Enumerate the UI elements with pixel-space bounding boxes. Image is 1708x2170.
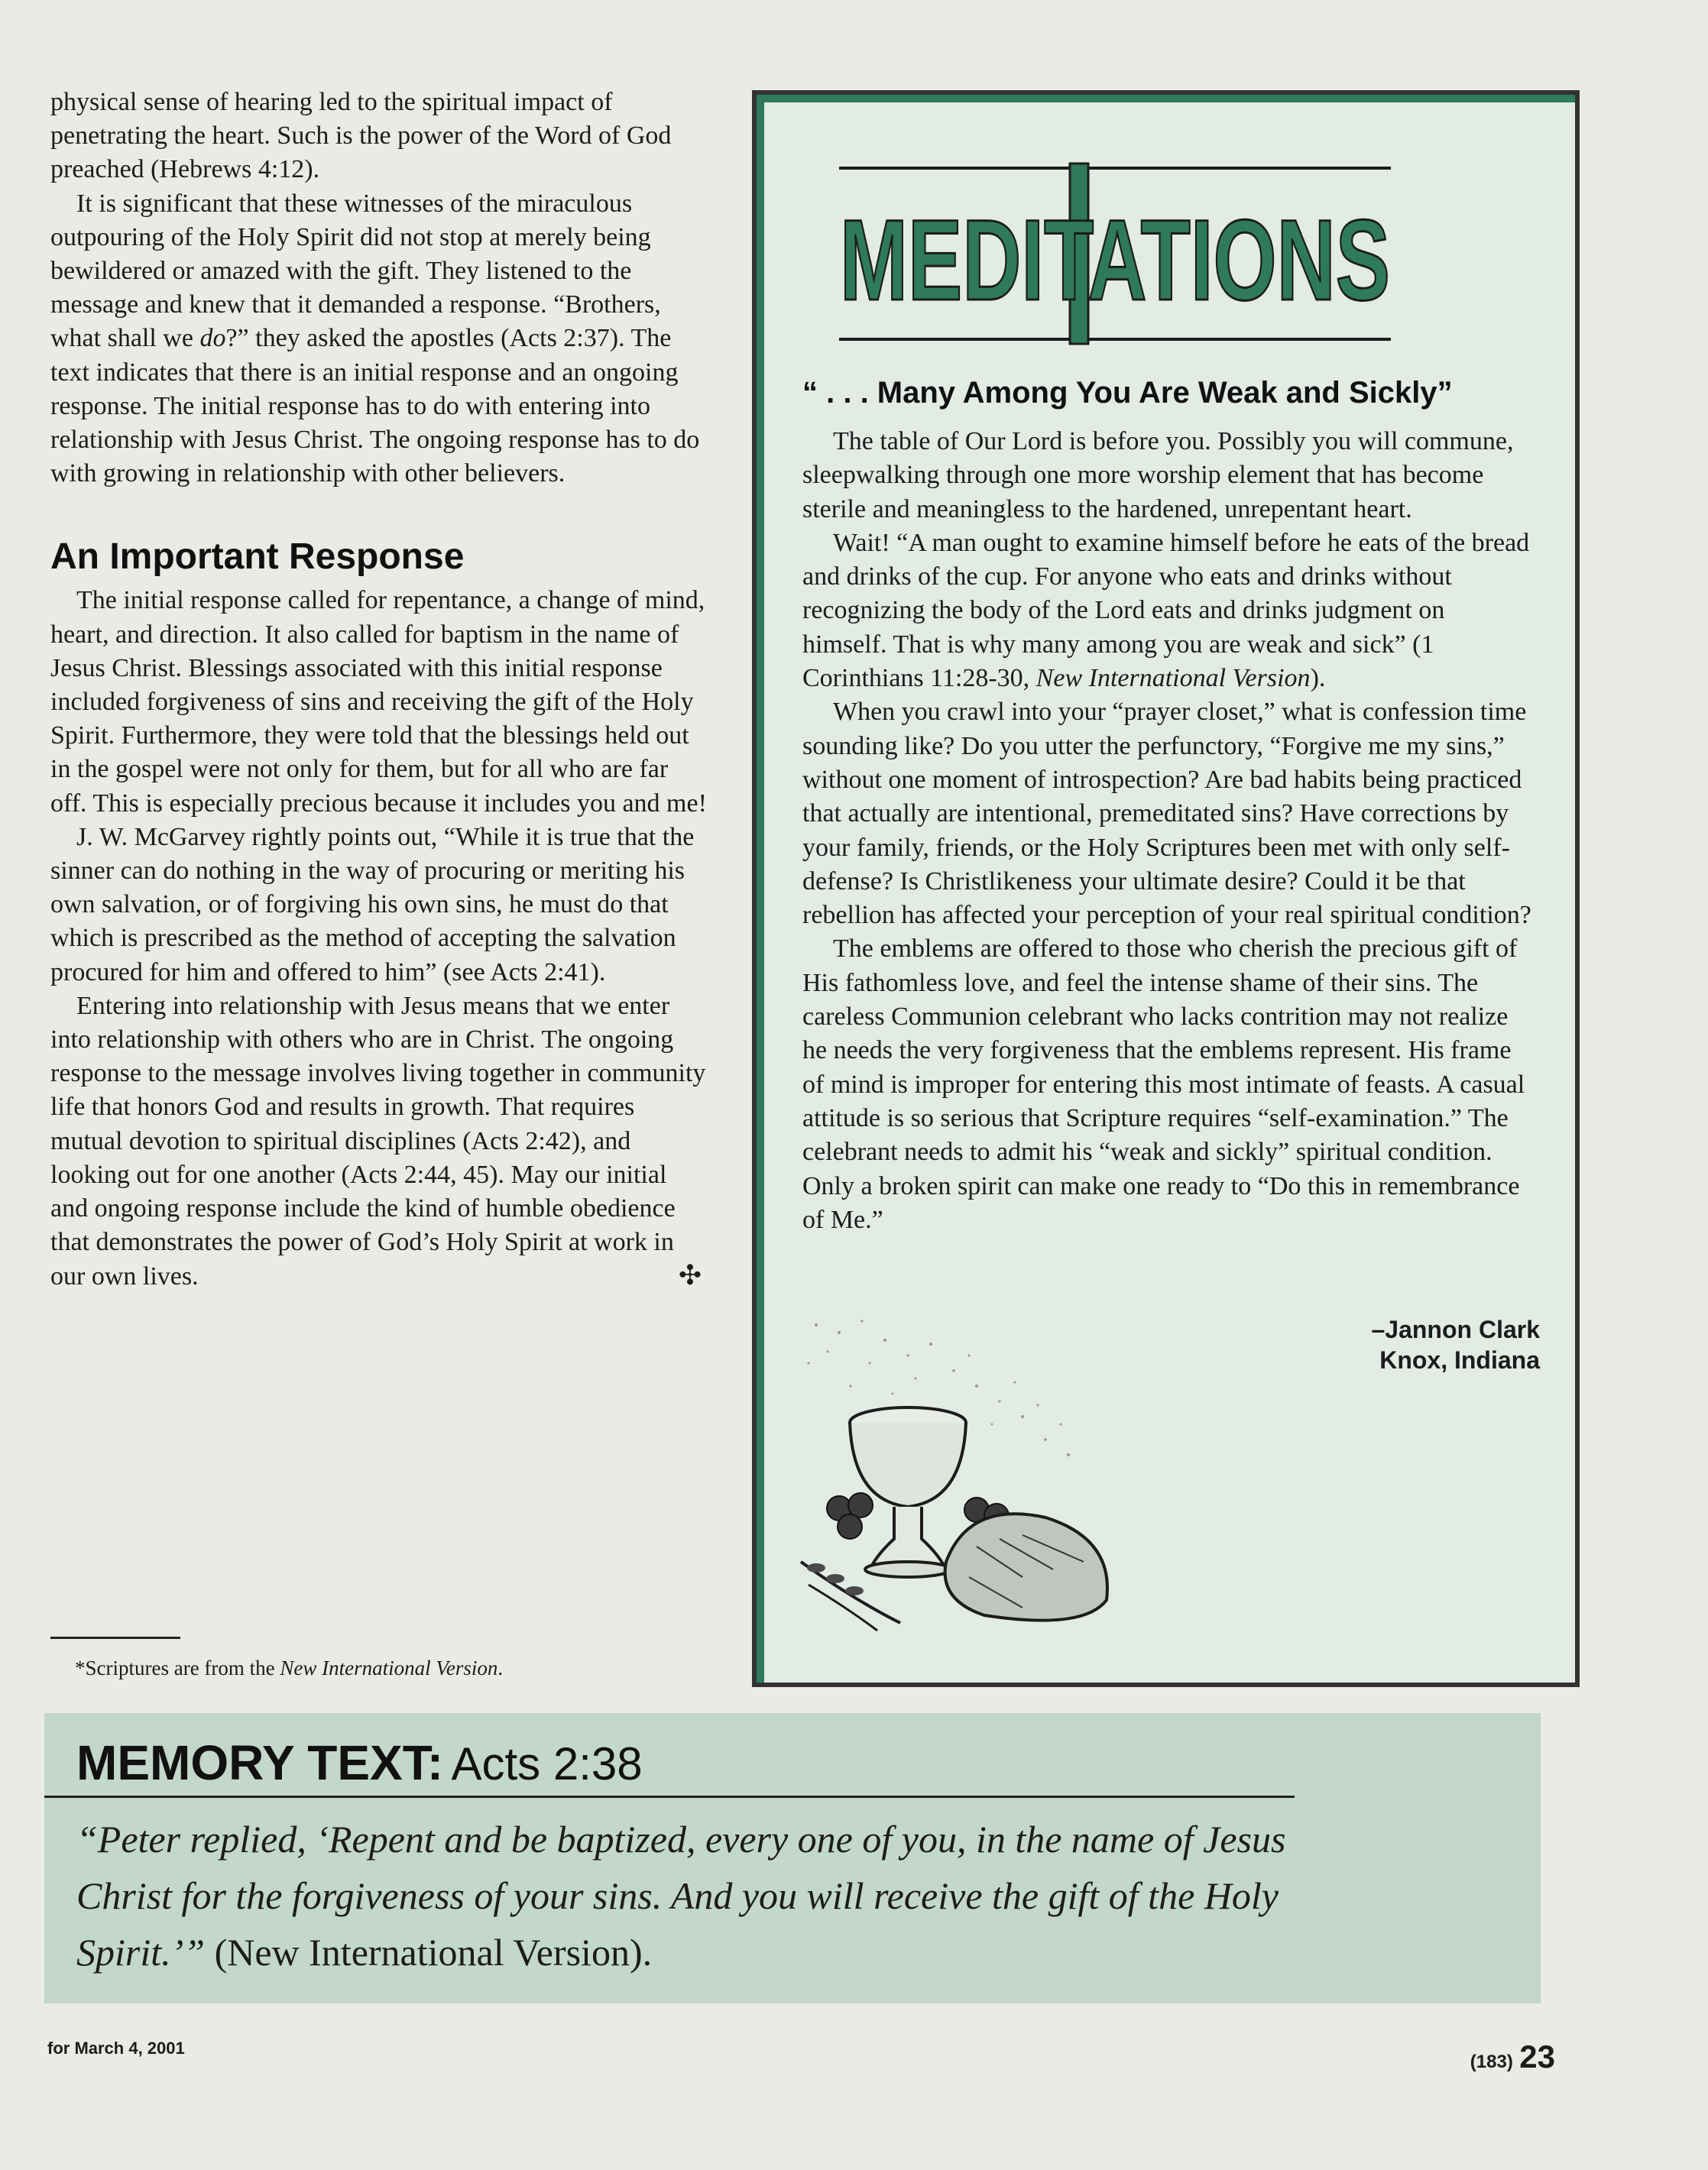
meditation-paragraph: Wait! “A man ought to examine himself before he eats of the bread and drinks of the cup. For anyone who eats and drinks without recognizing the body of the Lord eats and drinks judgment on himself. That is why many among you are weak and sick” (1 Corinthians 11:28-30, New International Version). (802, 528, 1530, 693)
end-mark-icon: ✣ (678, 1259, 702, 1291)
communion-illustration (793, 1310, 1152, 1638)
page-number: 23 (1519, 2039, 1555, 2074)
page-number-block (1470, 2039, 1555, 2075)
body-paragraph: physical sense of hearing led to the spiritual impact of penetrating the heart. Such is the power of the Word of God preached (Hebrews 4:12). (50, 88, 672, 184)
meditations-subtitle: “ . . . Many Among You Are Weak and Sickly” (802, 376, 1453, 410)
memory-text-band (44, 1713, 1541, 2003)
meditations-logo (835, 164, 1395, 344)
body-paragraph: Entering into relationship with Jesus means that we enter into relationship with others who are in Christ. The ongoing response to the message involves living together in community life that honors God and results in growth. That requires mutual devotion to spiritual disciplines (Acts 2:42), and looking out for one another (Acts 2:44, 45). May our initial and ongoing response include the kind of humble obedience that demonstrates the power of God’s Holy Spirit at work in our own lives. ✣ (50, 989, 708, 1294)
meditations-box (752, 90, 1580, 1687)
body-paragraph: J. W. McGarvey rightly points out, “While it is true that the sinner can do nothing in the way of procuring or meriting his own salvation, or of forgiving his own sins, he must do that which is prescribed as the method of accepting the salvation procured for him and offered to him” (see Acts 2:41). (50, 822, 695, 986)
meditation-paragraph: The emblems are offered to those who cherish the precious gift of His fathomless love, and feel the intense shame of their sins. The careless Communion celebrant who lacks contrition may not realize he needs the very forgiveness that the emblems represent. His frame of mind is improper for entering this most intimate of feasts. A casual attitude is so serious that Scripture requires “self-examination.” The celebrant needs to admit his “weak and sickly” spiritual condition. Only a broken spirit can make one ready to “Do this in remembrance of Me.” (802, 934, 1525, 1234)
author-location: Knox, Indiana (1379, 1346, 1540, 1374)
memory-text-rule (44, 1796, 1295, 1798)
section-heading: An Important Response (50, 536, 465, 578)
footnote: *Scriptures are from the New International Version. (75, 1657, 504, 1679)
body-paragraph: It is significant that these witnesses of the miraculous outpouring of the Holy Spirit did not stop at merely being bewildered or amazed with the gift. They listened to the message and knew that it demanded a response. “Brothers, what shall we do?” they asked the apostles (Acts 2:37). The text indicates that there is an initial response and an ongoing response. The initial response has to do with entering into relationship with Jesus Christ. The ongoing response has to do with growing in relationship with other believers. (50, 189, 700, 488)
author-name: –Jannon Clark (1371, 1316, 1540, 1343)
issue-date: for March 4, 2001 (47, 2039, 185, 2058)
memory-text-label: MEMORY TEXT: (76, 1735, 444, 1790)
body-paragraph: The initial response called for repentance, a change of mind, heart, and direction. It also called for baptism in the name of Jesus Christ. Blessings associated with this initial response included forgiveness of sins and receiving the gift of the Holy Spirit. Furthermore, they were told that the blessings held out in the gospel were not only for them, but for all who are far off. This is especially precious because it includes you and me! (50, 586, 707, 818)
meditations-text (802, 425, 1535, 1237)
memory-verse: “Peter replied, ‘Repent and be baptized, every one of you, in the name of Jesus Christ for the forgiveness of your sins. And you will receive the gift of the Holy Spirit.’” (New International Version). (76, 1818, 1286, 1974)
memory-text-reference: Acts 2:38 (451, 1738, 643, 1789)
memory-text-title (76, 1734, 643, 1791)
footnote-rule (50, 1637, 180, 1639)
page-code: (183) (1470, 2052, 1513, 2072)
meditation-author (1371, 1314, 1540, 1375)
meditations-logo-text: MEDITATIONS (840, 196, 1390, 324)
meditation-paragraph: When you crawl into your “prayer closet,” what is confession time sounding like? Do you utter the perfunctory, “Forgive me my sins,” without one moment of introspection? Are bad habits being practiced that actually are intentional, premeditated sins? Have corrections by your family, friends, or the Holy Scriptures been met with only self-defense? Is Christlikeness your ultimate desire? Could it be that rebellion has affected your perception of your real spiritual condition? (802, 698, 1531, 930)
left-column (50, 86, 708, 1294)
meditation-paragraph: The table of Our Lord is before you. Possibly you will commune, sleepwalking through one more worship element that has become sterile and meaningless to the hardened, unrepentant heart. (802, 427, 1514, 523)
